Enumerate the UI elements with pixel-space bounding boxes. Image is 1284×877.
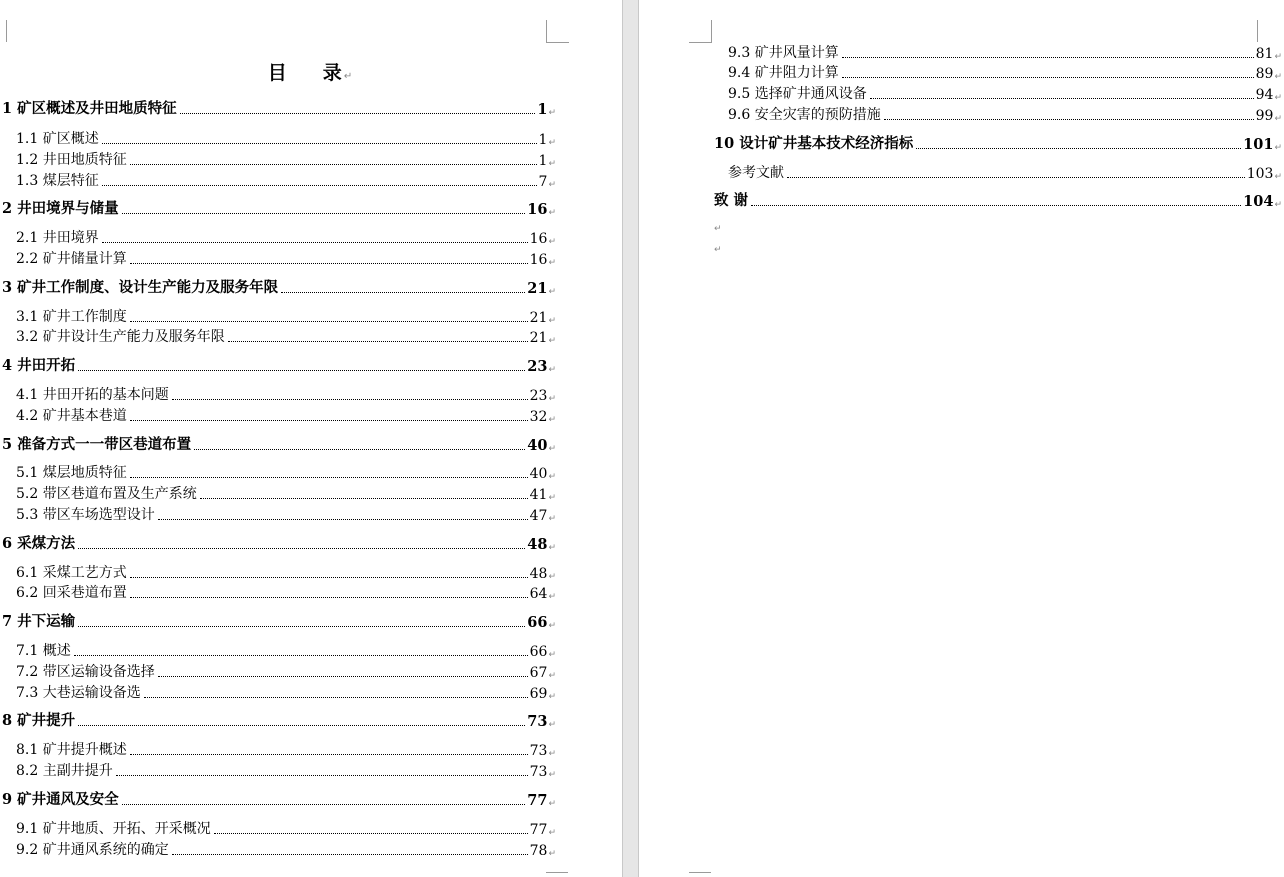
toc-entry-label: 9.6 安全灾害的预防措施 bbox=[728, 107, 881, 123]
toc-entry[interactable] bbox=[16, 248, 556, 268]
toc-dot-leader bbox=[172, 854, 528, 855]
paragraph-mark: ↵ bbox=[548, 108, 556, 118]
toc-entry-label: 8 矿井提升 bbox=[2, 712, 76, 729]
toc-entry-page-number: 16 bbox=[527, 201, 548, 218]
crop-mark-top-right bbox=[546, 20, 569, 43]
toc-entry-label: 2.1 井田境界 bbox=[16, 230, 99, 246]
toc-entry[interactable] bbox=[16, 839, 556, 859]
paragraph-mark: ↵ bbox=[548, 159, 556, 169]
paragraph-mark: ↵ bbox=[1274, 200, 1282, 210]
toc-entry[interactable] bbox=[2, 710, 556, 730]
toc-entry[interactable] bbox=[16, 682, 556, 702]
toc-entry-page-number: 21 bbox=[529, 310, 548, 326]
paragraph-mark: ↵ bbox=[1274, 114, 1282, 124]
toc-entry-label: 9.4 矿井阻力计算 bbox=[728, 65, 839, 81]
toc-entry[interactable] bbox=[16, 384, 556, 404]
toc-dot-leader bbox=[78, 370, 525, 371]
crop-mark-top-left bbox=[0, 20, 7, 42]
toc-entry[interactable] bbox=[728, 104, 1282, 124]
toc-entry[interactable] bbox=[2, 277, 556, 297]
paragraph-mark: ↵ bbox=[548, 572, 556, 582]
toc-entry-label: 8.1 矿井提升概述 bbox=[16, 742, 127, 758]
toc-entry-page-number: 67 bbox=[529, 665, 548, 681]
toc-entry-label: 9.3 矿井风量计算 bbox=[728, 45, 839, 61]
toc-entry-label: 2.2 矿井储量计算 bbox=[16, 251, 127, 267]
toc-entry[interactable] bbox=[16, 582, 556, 602]
toc-entry-label: 致 谢 bbox=[714, 192, 749, 209]
toc-entry-label: 5 准备方式一一带区巷道布置 bbox=[2, 436, 192, 453]
toc-entry-label: 7 井下运输 bbox=[2, 613, 76, 630]
toc-dot-leader bbox=[200, 498, 528, 499]
toc-dot-leader bbox=[74, 655, 528, 656]
toc-dot-leader bbox=[172, 399, 528, 400]
toc-entry-page-number: 47 bbox=[529, 508, 548, 524]
toc-dot-leader bbox=[751, 205, 1241, 206]
paragraph-mark: ↵ bbox=[548, 543, 556, 553]
paragraph-mark: ↵ bbox=[548, 208, 556, 218]
toc-entry-label: 9 矿井通风及安全 bbox=[2, 791, 119, 808]
toc-dot-leader bbox=[130, 597, 528, 598]
toc-entry-page-number: 73 bbox=[529, 743, 548, 759]
toc-entry-page-number: 64 bbox=[529, 586, 548, 602]
paragraph-mark: ↵ bbox=[548, 336, 556, 346]
paragraph-mark: ↵ bbox=[548, 472, 556, 482]
toc-entry[interactable] bbox=[714, 133, 1282, 153]
toc-entry-label: 4.2 矿井基本巷道 bbox=[16, 408, 127, 424]
toc-entry-label: 9.2 矿井通风系统的确定 bbox=[16, 842, 169, 858]
toc-dot-leader bbox=[144, 697, 528, 698]
toc-entry-page-number: 99 bbox=[1255, 108, 1274, 124]
paragraph-mark: ↵ bbox=[548, 621, 556, 631]
toc-entry[interactable] bbox=[2, 98, 556, 118]
paragraph-mark: ↵ bbox=[714, 245, 722, 255]
toc-entry-page-number: 104 bbox=[1243, 193, 1274, 210]
toc-entry-page-number: 48 bbox=[529, 566, 548, 582]
crop-mark-bottom-left bbox=[689, 872, 711, 877]
toc-entry-label: 1 矿区概述及井田地质特征 bbox=[2, 100, 177, 117]
toc-entry[interactable] bbox=[16, 326, 556, 346]
toc-title bbox=[0, 58, 622, 85]
toc-entry-label: 1.3 煤层特征 bbox=[16, 173, 99, 189]
paragraph-mark: ↵ bbox=[714, 224, 722, 234]
toc-entry-page-number: 103 bbox=[1246, 166, 1274, 182]
paragraph-mark: ↵ bbox=[548, 415, 556, 425]
toc-entry[interactable] bbox=[16, 462, 556, 482]
paragraph-mark: ↵ bbox=[548, 237, 556, 247]
toc-dot-leader bbox=[842, 77, 1254, 78]
toc-entry-page-number: 21 bbox=[529, 330, 548, 346]
toc-dot-leader bbox=[78, 626, 525, 627]
toc-entry-label: 6.2 回采巷道布置 bbox=[16, 585, 127, 601]
toc-entry-page-number: 69 bbox=[529, 686, 548, 702]
toc-entry-page-number: 16 bbox=[529, 252, 548, 268]
toc-entry-label: 8.2 主副井提升 bbox=[16, 763, 113, 779]
toc-entry[interactable] bbox=[2, 789, 556, 809]
toc-entry-page-number: 101 bbox=[1243, 136, 1274, 153]
paragraph-mark: ↵ bbox=[548, 444, 556, 454]
toc-entry-label: 2 井田境界与储量 bbox=[2, 200, 119, 217]
paragraph-mark: ↵ bbox=[548, 493, 556, 503]
paragraph-mark: ↵ bbox=[548, 287, 556, 297]
toc-entry-page-number: 78 bbox=[529, 843, 548, 859]
toc-entry-page-number: 89 bbox=[1255, 66, 1274, 82]
toc-entry-page-number: 21 bbox=[527, 280, 548, 297]
toc-entry-label: 3 矿井工作制度、设计生产能力及服务年限 bbox=[2, 279, 279, 296]
paragraph-mark: ↵ bbox=[548, 799, 556, 809]
toc-dot-leader bbox=[102, 242, 528, 243]
toc-entry[interactable] bbox=[16, 640, 556, 660]
toc-entry[interactable] bbox=[2, 434, 556, 454]
toc-entry[interactable] bbox=[2, 611, 556, 631]
toc-title-part2: 录 bbox=[322, 62, 344, 84]
paragraph-mark: ↵ bbox=[548, 258, 556, 268]
toc-dot-leader bbox=[130, 164, 537, 165]
toc-entry[interactable] bbox=[16, 739, 556, 759]
toc-entry-page-number: 23 bbox=[527, 358, 548, 375]
toc-dot-leader bbox=[194, 449, 525, 450]
toc-entry[interactable] bbox=[16, 227, 556, 247]
paragraph-mark: ↵ bbox=[343, 71, 355, 82]
toc-dot-leader bbox=[78, 725, 525, 726]
toc-dot-leader bbox=[916, 148, 1241, 149]
toc-entry-label: 9.5 选择矿井通风设备 bbox=[728, 86, 867, 102]
paragraph-mark: ↵ bbox=[548, 849, 556, 859]
toc-dot-leader bbox=[130, 420, 528, 421]
toc-entry-label: 7.3 大巷运输设备选 bbox=[16, 685, 141, 701]
toc-dot-leader bbox=[78, 548, 525, 549]
paragraph-mark: ↵ bbox=[548, 770, 556, 780]
paragraph-mark: ↵ bbox=[1274, 93, 1282, 103]
toc-entry-page-number: 40 bbox=[527, 437, 548, 454]
toc-entry-page-number: 7 bbox=[538, 174, 548, 190]
toc-entry[interactable] bbox=[16, 562, 556, 582]
toc-entry[interactable] bbox=[16, 818, 556, 838]
toc-entry-page-number: 81 bbox=[1255, 46, 1274, 62]
toc-entry[interactable] bbox=[728, 162, 1282, 182]
toc-dot-leader bbox=[281, 292, 525, 293]
toc-dot-leader bbox=[228, 341, 528, 342]
paragraph-mark: ↵ bbox=[1274, 143, 1282, 153]
toc-entry-label: 9.1 矿井地质、开拓、开采概况 bbox=[16, 821, 211, 837]
toc-entry-page-number: 77 bbox=[527, 792, 548, 809]
toc-dot-leader bbox=[116, 775, 528, 776]
toc-entry-page-number: 94 bbox=[1255, 87, 1274, 103]
toc-entry-label: 7.2 带区运输设备选择 bbox=[16, 664, 155, 680]
toc-dot-leader bbox=[158, 519, 528, 520]
toc-entry-page-number: 16 bbox=[529, 231, 548, 247]
toc-entry[interactable] bbox=[16, 405, 556, 425]
toc-entry[interactable] bbox=[16, 128, 556, 148]
document-page-left bbox=[0, 0, 622, 877]
paragraph-mark: ↵ bbox=[548, 138, 556, 148]
crop-mark-bottom-right bbox=[546, 872, 568, 877]
toc-entry-label: 5.2 带区巷道布置及生产系统 bbox=[16, 486, 197, 502]
paragraph-mark: ↵ bbox=[1274, 172, 1282, 182]
toc-entry-page-number: 48 bbox=[527, 536, 548, 553]
toc-entry-label: 4 井田开拓 bbox=[2, 357, 76, 374]
toc-entry[interactable] bbox=[728, 62, 1282, 82]
toc-entry[interactable] bbox=[16, 661, 556, 681]
toc-entry-label: 5.1 煤层地质特征 bbox=[16, 465, 127, 481]
toc-dot-leader bbox=[130, 263, 528, 264]
page-gutter bbox=[622, 0, 639, 877]
paragraph-mark: ↵ bbox=[548, 394, 556, 404]
toc-entry[interactable] bbox=[2, 355, 556, 375]
toc-entry-page-number: 1 bbox=[538, 153, 548, 169]
toc-entry-page-number: 1 bbox=[537, 101, 548, 118]
paragraph-mark: ↵ bbox=[548, 316, 556, 326]
toc-dot-leader bbox=[102, 185, 537, 186]
paragraph-mark: ↵ bbox=[548, 180, 556, 190]
toc-dot-leader bbox=[842, 57, 1254, 58]
paragraph-mark: ↵ bbox=[548, 720, 556, 730]
toc-entry-label: 1.2 井田地质特征 bbox=[16, 152, 127, 168]
toc-entry-label: 1.1 矿区概述 bbox=[16, 131, 99, 147]
toc-dot-leader bbox=[158, 676, 528, 677]
toc-entry[interactable] bbox=[2, 533, 556, 553]
paragraph-mark: ↵ bbox=[1274, 52, 1282, 62]
paragraph-mark: ↵ bbox=[548, 692, 556, 702]
toc-entry-page-number: 40 bbox=[529, 466, 548, 482]
toc-entry-page-number: 23 bbox=[529, 388, 548, 404]
toc-dot-leader bbox=[122, 213, 526, 214]
paragraph-mark: ↵ bbox=[548, 671, 556, 681]
toc-dot-leader bbox=[884, 119, 1254, 120]
toc-entry[interactable] bbox=[16, 760, 556, 780]
toc-entry[interactable] bbox=[16, 149, 556, 169]
paragraph-mark: ↵ bbox=[548, 365, 556, 375]
paragraph-mark: ↵ bbox=[548, 514, 556, 524]
toc-dot-leader bbox=[130, 321, 528, 322]
toc-dot-leader bbox=[122, 804, 526, 805]
paragraph-mark: ↵ bbox=[548, 592, 556, 602]
toc-entry-page-number: 41 bbox=[529, 487, 548, 503]
toc-entry-label: 7.1 概述 bbox=[16, 643, 71, 659]
toc-dot-leader bbox=[180, 113, 536, 114]
toc-entry-page-number: 66 bbox=[527, 614, 548, 631]
toc-dot-leader bbox=[870, 98, 1254, 99]
paragraph-mark: ↵ bbox=[548, 828, 556, 838]
toc-dot-leader bbox=[214, 833, 528, 834]
toc-entry-label: 6 采煤方法 bbox=[2, 535, 76, 552]
toc-entry-label: 3.1 矿井工作制度 bbox=[16, 309, 127, 325]
toc-entry-page-number: 73 bbox=[529, 764, 548, 780]
toc-dot-leader bbox=[130, 477, 528, 478]
toc-entry-label: 参考文献 bbox=[728, 165, 784, 181]
paragraph-mark: ↵ bbox=[1274, 72, 1282, 82]
paragraph-mark: ↵ bbox=[548, 749, 556, 759]
toc-entry-page-number: 66 bbox=[529, 644, 548, 660]
toc-entry-label: 6.1 采煤工艺方式 bbox=[16, 565, 127, 581]
toc-entry[interactable] bbox=[16, 504, 556, 524]
toc-entry[interactable] bbox=[16, 483, 556, 503]
toc-entry[interactable] bbox=[16, 170, 556, 190]
crop-mark-top-right bbox=[1257, 20, 1284, 42]
toc-title-part1: 目 bbox=[267, 62, 289, 84]
toc-entry-label: 3.2 矿井设计生产能力及服务年限 bbox=[16, 329, 225, 345]
toc-dot-leader bbox=[130, 577, 528, 578]
crop-mark-top-left bbox=[689, 20, 712, 43]
toc-entry[interactable] bbox=[16, 306, 556, 326]
paragraph-mark: ↵ bbox=[548, 650, 556, 660]
toc-entry[interactable] bbox=[714, 190, 1282, 210]
toc-entry-page-number: 77 bbox=[529, 822, 548, 838]
toc-entry[interactable] bbox=[728, 83, 1282, 103]
toc-entry-page-number: 32 bbox=[529, 409, 548, 425]
toc-entry[interactable] bbox=[2, 198, 556, 218]
toc-entry-page-number: 73 bbox=[527, 713, 548, 730]
toc-entry[interactable] bbox=[728, 42, 1282, 62]
toc-dot-leader bbox=[787, 177, 1245, 178]
toc-entry-page-number: 1 bbox=[538, 132, 548, 148]
toc-dot-leader bbox=[130, 754, 528, 755]
toc-entry-label: 4.1 井田开拓的基本问题 bbox=[16, 387, 169, 403]
document-page-right bbox=[639, 0, 1284, 877]
toc-dot-leader bbox=[102, 143, 537, 144]
toc-entry-label: 5.3 带区车场选型设计 bbox=[16, 507, 155, 523]
toc-entry-label: 10 设计矿井基本技术经济指标 bbox=[714, 135, 914, 152]
